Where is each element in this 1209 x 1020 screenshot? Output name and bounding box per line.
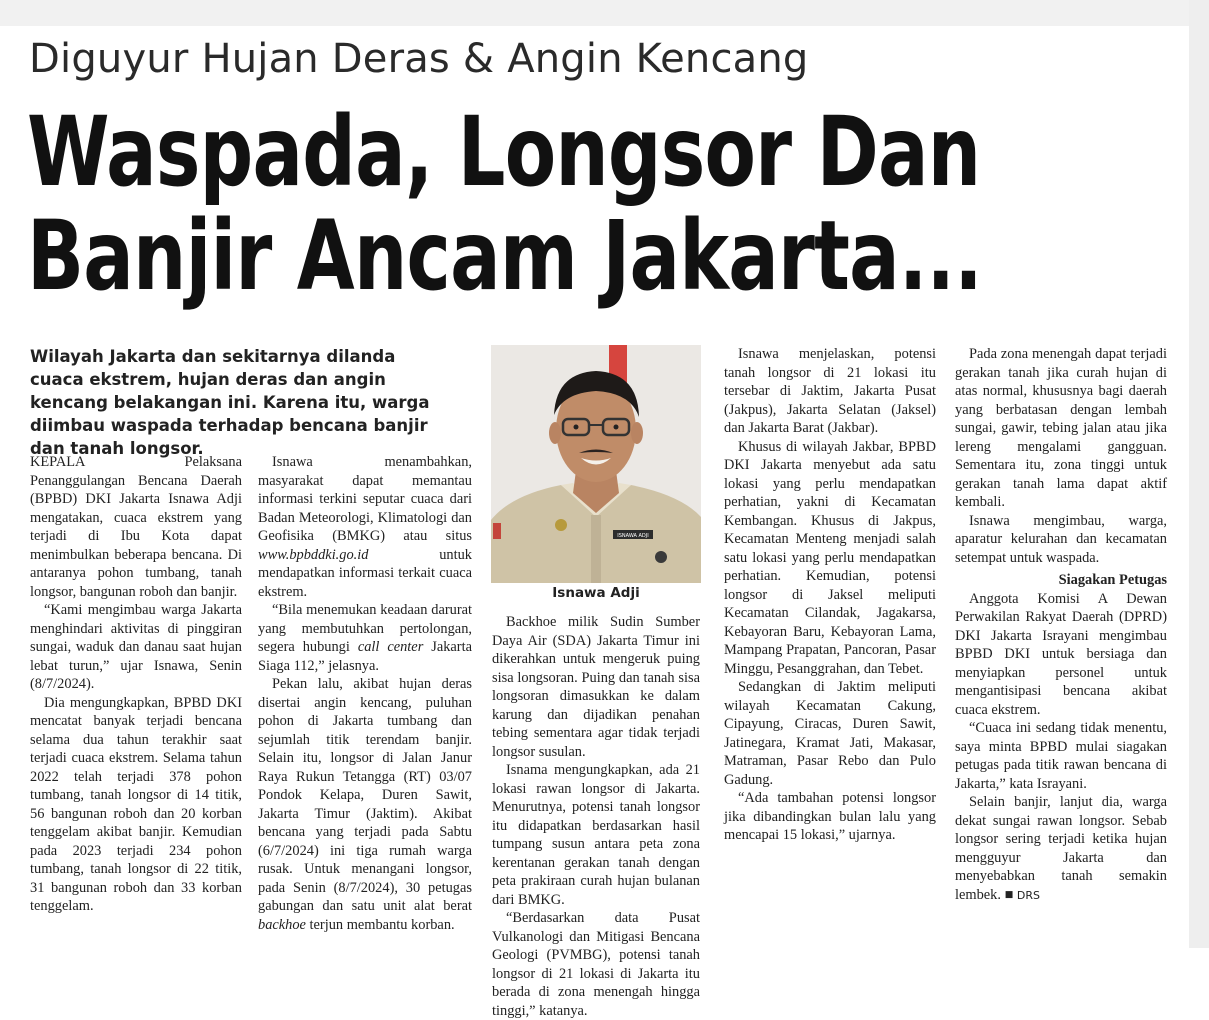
text-column-5 (955, 345, 1167, 925)
article-lead: Wilayah Jakarta dan sekitarnya dilanda cuaca ekstrem, hujan deras dan angin kencang belakangan ini. Karena itu, warga diimbau waspada terhadap bencana banjir dan tanah longsor. (30, 347, 430, 458)
headline-line-1: Waspada, Longsor Dan (27, 96, 981, 208)
paragraph: Pada zona menengah dapat terjadi gerakan tanah jika curah hujan di atas normal, khususnya bagi daerah yang berbatasan dengan lembah sungai, gawir, tebing jalan atau jika lereng mengalami gangguan. Sementara itu, zona tinggi untuk gerakan tanah lama dapat aktif kembali. (955, 346, 1167, 510)
website-url: www.bpbddki.go.id (258, 546, 369, 563)
right-margin-strip (1189, 0, 1209, 948)
paragraph: Khusus di wilayah Jakbar, BPBD DKI Jakarta menyebut ada satu lokasi yang perlu mendapatkan perhatian, yakni di Kecamatan Kembangan. Khusus di Jakpus, Kecamatan Menteng menjadi salah satu lokasi yang perlu mendapatkan perhatian. Kemudian, potensi longsor di Jaksel meliputi Kecamatan Cilandak, Jagakarsa, Kebayoran Baru, Kebayoran Lama, Mampang Prapatan, Pancoran, Pasar Minggu, Pesanggrahan, dan Tebet. (724, 438, 936, 677)
paragraph: “Ada tambahan potensi longsor jika dibandingkan bulan lalu yang mencapai 15 lokasi,” ujarnya. (724, 790, 936, 843)
paragraph: Dia mengungkapkan, BPBD DKI mencatat banyak terjadi bencana selama dua tahun terakhir saat terjadi cuaca ekstrem. Selama tahun 2022 telah terjadi 378 pohon tumbang, tanah longsor di 14 titik, 56 bangunan roboh dan 20 korban tenggelam akibat banjir. Kemudian pada 2023 terjadi 234 pohon tumbang, tanah longsor di 22 titik, 31 bangunan roboh dan 33 korban tenggelam. (30, 694, 242, 914)
paragraph: Anggota Komisi A Dewan Perwakilan Rakyat Daerah (DPRD) DKI Jakarta Israyani mengimbau BPBD DKI untuk bersiaga dan menyiapkan personel untuk mengantisipasi bencana akibat cuaca ekstrem. (955, 590, 1167, 718)
paragraph: “Cuaca ini sedang tidak menentu, saya minta BPBD mulai siagakan petugas pada titik rawan bencana di Jakarta,” kata Israyani. (955, 720, 1167, 792)
italic-term: call center (357, 639, 424, 655)
text-column-3 (492, 613, 700, 1019)
article-headline (27, 96, 982, 312)
headline-line-2: Banjir Ancam Jakarta... (27, 200, 982, 312)
section-subheading: Siagakan Petugas (1058, 572, 1167, 588)
text-column-1 (30, 453, 242, 923)
paragraph: Sedangkan di Jaktim meliputi wilayah Kecamatan Cakung, Cipayung, Ciracas, Duren Sawit, Jatinegara, Kramat Jati, Makasar, Matraman, Pasar Rebo dan Pulo Gadung. (724, 679, 936, 788)
photo-nametag-text: ISNAWA ADJI (617, 533, 649, 539)
paragraph: Isnama mengungkapkan, ada 21 lokasi rawan longsor di Jakarta. Menurutnya, potensi tanah longsor itu didapatkan berdasarkan hasil tumpang susun antara peta zona kerentanan gerakan tanah dengan peta prakiraan curah hujan bulanan dari BMKG. (492, 762, 700, 908)
paragraph: “Berdasarkan data Pusat Vulkanologi dan Mitigasi Bencana Geologi (PVMBG), potensi tanah longsor di 21 lokasi di Jakarta itu berada di zona menengah hingga tinggi,” katanya. (492, 910, 700, 1019)
paragraph-text: “Bila menemukan keadaan darurat yang membutuhkan pertolongan, segera hubungi (258, 602, 472, 655)
paragraph (258, 453, 472, 601)
italic-term: backhoe (258, 916, 306, 933)
paragraph-text: terjun membantu korban. (305, 916, 455, 933)
paragraph-text: Isnawa menambahkan, masyarakat dapat memantau informasi terkini seputar cuaca dari Badan Meteorologi, Klimatologi dan Geofisika (BMKG) atau situs (258, 454, 472, 544)
paragraph-text: Jakarta Siaga 112,” jelasnya. (258, 639, 472, 674)
paragraph: Isnawa mengimbau, warga, aparatur kelurahan dan kecamatan setempat untuk waspada. (955, 512, 1167, 566)
article-kicker: Diguyur Hujan Deras & Angin Kencang (29, 36, 809, 82)
paragraph: “Kami mengimbau warga Jakarta menghindari aktivitas di pinggiran sungai, waduk dan danau saat hujan lebat turun,” ujar Isnawa, Senin (8/7/2024). (30, 602, 242, 692)
text-column-2 (258, 453, 472, 933)
top-margin-strip (0, 0, 1209, 26)
paragraph-text: Pekan lalu, akibat hujan deras disertai angin kencang, puluhan pohon di Jakarta tumbang dan sejumlah titik terendam banjir. Selain itu, longsor di Jalan Janur Raya Rukun Tetangga (RT) 03/07 Pondok Kelapa, Duren Sawit, Jakarta Timur (Jaktim). Akibat bencana yang terjadi pada Sabtu (6/7/2024) ini tiga rumah warga rusak. Untuk menangani longsor, pada Senin (8/7/2024), 30 petugas gabungan dan satu unit alat berat (258, 676, 472, 914)
portrait-photo (491, 345, 701, 583)
paragraph (258, 601, 472, 675)
paragraph (258, 675, 472, 934)
text-column-4 (724, 345, 936, 925)
paragraph: Isnawa menjelaskan, potensi tanah longsor di 21 lokasi itu tersebar di Jaktim, Jakarta Pusat (Jakpus), Jakarta Selatan (Jaksel) dan Jakarta Barat (Jakbar). (724, 346, 936, 436)
paragraph (955, 793, 1167, 905)
author-signature: DRS (1016, 888, 1040, 902)
paragraph-text: Selain banjir, lanjut dia, warga dekat sungai rawan longsor. Sebab longsor sering terjadi ketika hujan mengguyur Jakarta dan menyebabkan tanah semakin lembek. (955, 794, 1167, 903)
paragraph: KEPALA Pelaksana Penanggulangan Bencana Daerah (BPBD) DKI Jakarta Isnawa Adji mengatakan, cuaca ekstrem yang terjadi di Ibu Kota dapat menimbulkan beberapa bencana. Di antaranya pohon tumbang, tanah longsor, bangunan roboh dan banjir. (30, 454, 242, 600)
paragraph: Backhoe milik Sudin Sumber Daya Air (SDA) Jakarta Timur ini dikerahkan untuk mengeruk puing sisa longsoran. Puing dan tanah sisa longsoran dimasukkan ke dalam karung dan dijadikan penahan tebing sementara agar tidak terjadi longsor susulan. (492, 614, 700, 760)
end-mark-icon: ■ (1004, 886, 1014, 903)
portrait-illustration (491, 345, 701, 583)
paragraph-text: untuk mendapatkan informasi terkait cuaca ekstrem. (258, 546, 472, 600)
photo-caption: Isnawa Adji (552, 585, 640, 601)
